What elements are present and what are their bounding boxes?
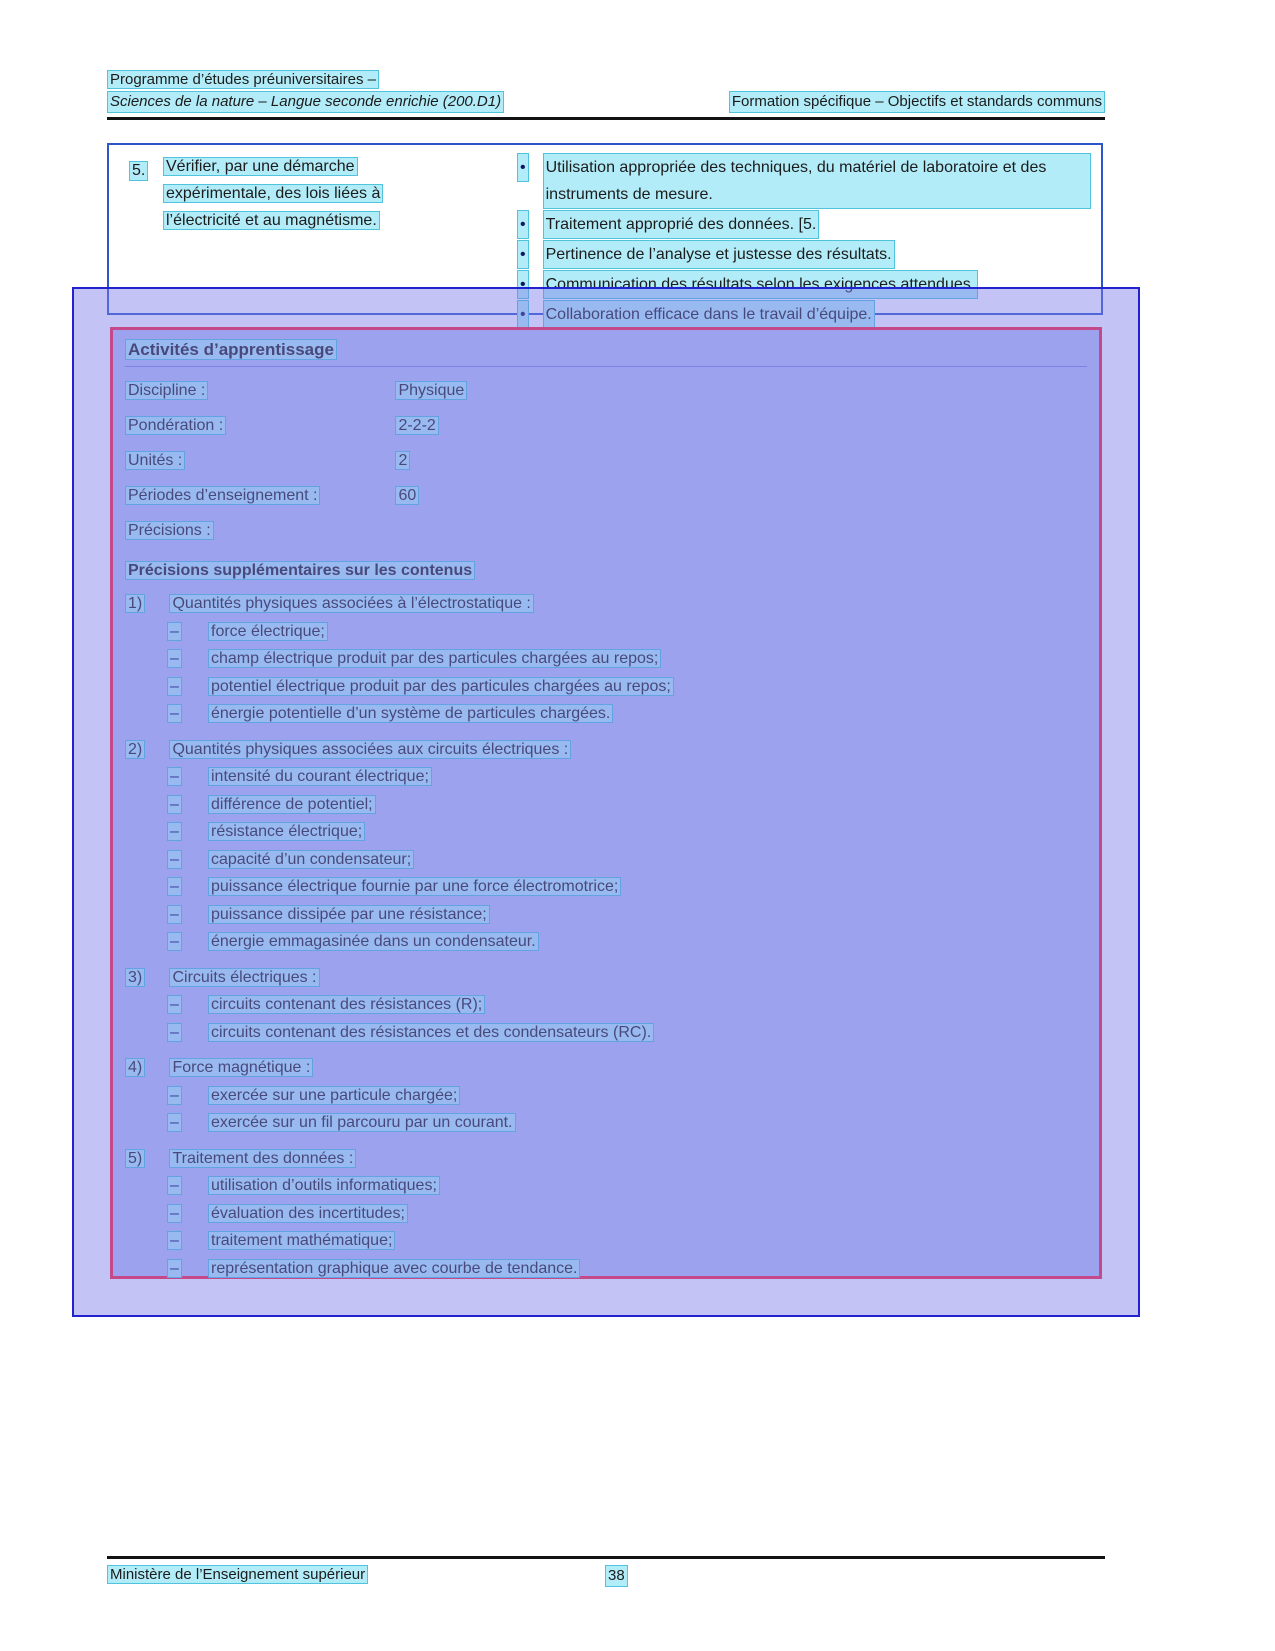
page-footer [107,1556,1105,1585]
activities-title: Activités d’apprentissage [125,339,337,360]
field-row-periodes [125,485,1087,507]
sub-item [125,873,1087,901]
objective-number: 5. [129,161,148,181]
criterion-text: Communication des résultats selon les exigences attendues. [543,270,979,299]
section-title: Quantités physiques associées à l’électrostatique : [169,594,533,613]
section-number-wrap [125,736,165,764]
dash-icon: – [167,767,182,786]
content-section-4 [125,1054,1087,1137]
objective-statement: Vérifier, par une démarche expérimentale, des lois liées à l’électricité et au magnétisme. [163,157,383,230]
bullet-icon: • [517,300,529,329]
field-value: 60 [395,486,419,505]
dash-wrap [167,1255,208,1283]
sub-item-text: résistance électrique; [208,822,365,841]
field-label: Unités : [125,451,185,470]
sub-item [125,763,1087,791]
dash-icon: – [167,1113,182,1132]
dash-icon: – [167,905,182,924]
dash-wrap [167,846,208,874]
dash-wrap [167,645,208,673]
sub-item [125,618,1087,646]
dash-icon: – [167,1086,182,1105]
section-number-wrap [125,590,165,618]
sub-item-text: potentiel électrique produit par des particules chargées au repos; [208,677,674,696]
sub-item-text: circuits contenant des résistances et des condensateurs (RC). [208,1023,654,1042]
section-number: 5) [125,1149,145,1168]
criterion-row [517,153,1091,209]
criterion-text: Collaboration efficace dans le travail d’équipe. [543,300,875,329]
sub-item [125,645,1087,673]
criterion-row [517,240,1091,269]
dash-wrap [167,1019,208,1047]
sub-item-text: intensité du courant électrique; [208,767,432,786]
field-label-wrap [125,380,391,402]
precisions-subheading: Précisions supplémentaires sur les contenus [125,561,475,580]
dash-wrap [167,673,208,701]
sub-item-text: évaluation des incertitudes; [208,1204,408,1223]
content-section-1 [125,590,1087,728]
dash-icon: – [167,649,182,668]
section-title: Quantités physiques associées aux circuits électriques : [169,740,571,759]
sub-item [125,1019,1087,1047]
section-title-row [125,964,1087,992]
field-row-precisions [125,520,1087,542]
sub-item [125,928,1087,956]
dash-wrap [167,763,208,791]
dash-wrap [167,1200,208,1228]
dash-icon: – [167,622,182,641]
dash-icon: – [167,1204,182,1223]
sub-item-text: force électrique; [208,622,328,641]
activities-header [125,338,1087,367]
sub-item [125,991,1087,1019]
sub-item-text: exercée sur une particule chargée; [208,1086,460,1105]
section-number: 2) [125,740,145,759]
sub-item [125,1255,1087,1283]
dash-icon: – [167,677,182,696]
sub-item [125,1109,1087,1137]
content-section-2 [125,736,1087,956]
section-number: 3) [125,968,145,987]
header-row-2 [107,91,1105,113]
content-section-3 [125,964,1087,1047]
sub-item [125,901,1087,929]
section-title-row [125,1054,1087,1082]
dash-icon: – [167,704,182,723]
page-header [107,70,1105,120]
dash-wrap [167,1082,208,1110]
dash-wrap [167,791,208,819]
dash-icon: – [167,1259,182,1278]
header-section-title: Formation spécifique – Objectifs et standards communs [729,91,1105,113]
dash-wrap [167,1227,208,1255]
footer-row [107,1565,1105,1585]
sub-item-text: circuits contenant des résistances (R); [208,995,485,1014]
field-label-wrap [125,415,391,437]
criterion-row [517,270,1091,299]
header-document-title: Sciences de la nature – Langue seconde enrichie (200.D1) [107,91,504,113]
field-value: 2 [395,451,410,470]
sub-item [125,1200,1087,1228]
dash-wrap [167,873,208,901]
sub-item-text: utilisation d’outils informatiques; [208,1176,440,1195]
header-rule [107,117,1105,120]
criterion-text: Utilisation appropriée des techniques, du matériel de laboratoire et des instruments de mesure. [543,153,1091,209]
header-program-line: Programme d’études préuniversitaires – [107,70,379,89]
section-number-wrap [125,964,165,992]
field-label-wrap [125,520,391,542]
dash-icon: – [167,1023,182,1042]
dash-icon: – [167,822,182,841]
dash-wrap [167,818,208,846]
sub-item-text: différence de potentiel; [208,795,376,814]
sub-item [125,1227,1087,1255]
field-label: Précisions : [125,521,214,540]
field-label: Pondération : [125,416,226,435]
bullet-icon: • [517,153,529,182]
sub-item-text: représentation graphique avec courbe de tendance. [208,1259,580,1278]
field-label-wrap [125,485,391,507]
field-row-unites [125,450,1087,472]
section-title: Force magnétique : [169,1058,313,1077]
dash-icon: – [167,995,182,1014]
dash-icon: – [167,1176,182,1195]
criterion-text: Pertinence de l’analyse et justesse des résultats. [543,240,895,269]
sub-item-text: puissance électrique fournie par une force électromotrice; [208,877,621,896]
field-label-wrap [125,450,391,472]
sub-item [125,846,1087,874]
dash-wrap [167,928,208,956]
section-number: 1) [125,594,145,613]
criterion-row [517,300,1091,329]
criterion-row [517,210,1091,239]
field-value: Physique [395,381,467,400]
objective-left-column [119,153,517,305]
criterion-text: Traitement approprié des données. [5. [543,210,820,239]
precisions-subheading-row [125,560,1087,582]
sub-item-text: capacité d’un condensateur; [208,850,414,869]
sub-item [125,1082,1087,1110]
dash-icon: – [167,795,182,814]
sub-item-text: traitement mathématique; [208,1231,395,1250]
field-row-discipline [125,380,1087,402]
section-title-row [125,590,1087,618]
footer-page-number: 38 [605,1565,628,1587]
footer-rule [107,1556,1105,1559]
dash-icon: – [167,850,182,869]
field-row-ponderation [125,415,1087,437]
dash-wrap [167,991,208,1019]
bullet-icon: • [517,270,529,299]
section-number-wrap [125,1054,165,1082]
sub-item-text: exercée sur un fil parcouru par un courant. [208,1113,516,1132]
field-label: Périodes d’enseignement : [125,486,320,505]
footer-ministry: Ministère de l’Enseignement supérieur [107,1565,368,1584]
dash-wrap [167,901,208,929]
dash-icon: – [167,932,182,951]
sub-item [125,700,1087,728]
field-label: Discipline : [125,381,208,400]
activities-box [110,327,1102,1279]
sub-item [125,791,1087,819]
sub-item-text: puissance dissipée par une résistance; [208,905,490,924]
bullet-icon: • [517,240,529,269]
content-section-5 [125,1145,1087,1283]
header-row-1 [107,70,1105,90]
sub-item [125,1172,1087,1200]
objective-box [107,143,1103,323]
dash-wrap [167,1172,208,1200]
dash-icon: – [167,1231,182,1250]
section-number: 4) [125,1058,145,1077]
section-title-row [125,736,1087,764]
section-title: Traitement des données : [169,1149,356,1168]
sub-item-text: champ électrique produit par des particules chargées au repos; [208,649,661,668]
sub-item-text: énergie emmagasinée dans un condensateur. [208,932,539,951]
dash-wrap [167,700,208,728]
section-number-wrap [125,1145,165,1173]
dash-wrap [167,1109,208,1137]
dash-wrap [167,618,208,646]
field-value: 2-2-2 [395,416,438,435]
section-title: Circuits électriques : [169,968,319,987]
objective-criteria-list [517,153,1091,323]
bullet-icon: • [517,210,529,239]
sub-item [125,673,1087,701]
sub-item-text: énergie potentielle d’un système de particules chargées. [208,704,613,723]
dash-icon: – [167,877,182,896]
section-title-row [125,1145,1087,1173]
objective-statement-wrap [163,153,425,234]
sub-item [125,818,1087,846]
